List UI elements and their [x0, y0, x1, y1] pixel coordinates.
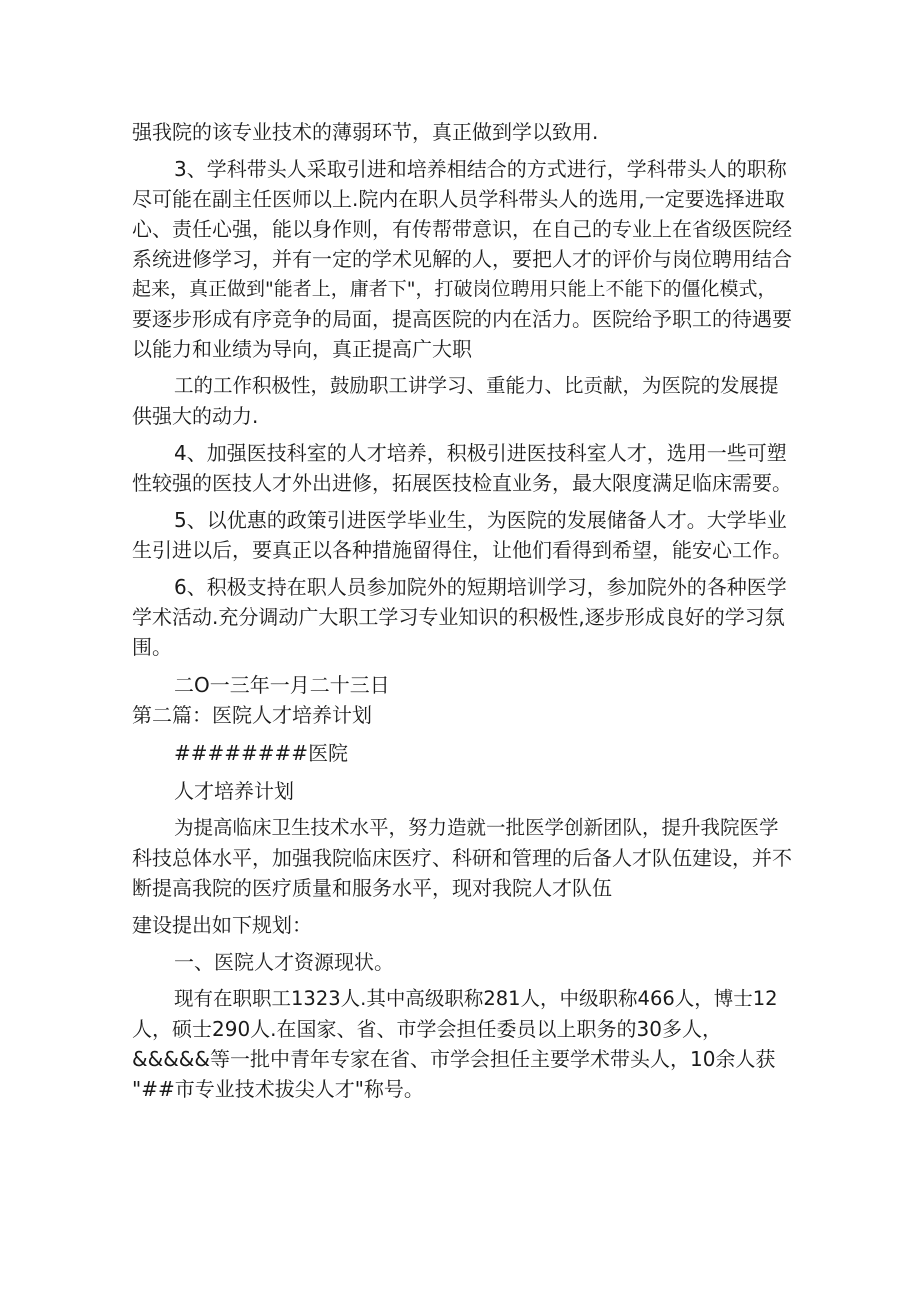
text-line [132, 438, 792, 468]
text-line [132, 535, 792, 565]
text-line [132, 371, 792, 401]
text-line [132, 244, 792, 274]
text-line [132, 602, 792, 632]
line-text: 工的工作积极性，鼓励职工讲学习、重能力、比贡献，为医院的发展提 [174, 374, 779, 397]
line-text: 一、医院人才资源现状。 [174, 950, 394, 974]
text-line [132, 632, 792, 662]
text-line [132, 572, 792, 602]
line-text: 断提高我院的医疗质量和服务水平，现对我院人才队伍 [132, 876, 612, 900]
text-line [132, 184, 792, 214]
line-text: 人才培养计划 [174, 779, 294, 803]
text-line [132, 214, 792, 244]
text-line [132, 468, 792, 498]
line-text: 3、学科带头人采取引进和培养相结合的方式进行，学科带头人的职称 [174, 157, 787, 181]
line-text: 二O一三年一月二十三日 [174, 673, 390, 697]
line-text: 尽可能在副主任医师以上.院内在职人员学科带头人的选用,一定要选择进取 [132, 187, 785, 211]
line-text: ########医院 [174, 741, 349, 765]
line-text: &&&&&等一批中青年专家在省、市学会担任主要学术带头人，10余人获 [132, 1047, 776, 1071]
line-text: 为提高临床卫生技术水平，努力造就一批医学创新团队，提升我院医学 [174, 816, 779, 839]
line-text: 围。 [132, 635, 172, 659]
text-line [132, 947, 792, 977]
line-text: 6、积极支持在职人员参加院外的短期培训学习，参加院外的各种医学 [174, 575, 787, 599]
text-line [132, 1074, 792, 1104]
text-line [132, 505, 792, 535]
line-text: 第二篇：医院人才培养计划 [132, 703, 372, 727]
section-heading [132, 700, 792, 730]
text-line [132, 910, 792, 940]
text-line [132, 334, 792, 364]
text-line [132, 843, 792, 873]
line-text: 5、以优惠的政策引进医学毕业生，为医院的发展储备人才。大学毕业 [174, 508, 787, 532]
line-text: 性较强的医技人才外出进修，拓展医技检直业务，最大限度满足临床需要。 [132, 471, 792, 495]
line-text: 4、加强医技科室的人才培养，积极引进医技科室人才，选用一些可塑 [174, 441, 787, 465]
line-text: 人，硕士290人.在国家、省、市学会担任委员以上职务的30多人， [132, 1017, 722, 1041]
line-text: "##市专业技术拔尖人才"称号。 [132, 1077, 424, 1101]
date-line [132, 670, 792, 700]
line-text: 科技总体水平，加强我院临床医疗、科研和管理的后备人才队伍建设，并不 [132, 846, 792, 870]
text-line [132, 117, 792, 147]
line-text: 心、责任心强，能以身作则，有传帮带意识，在自己的专业上在省级医院经 [132, 217, 792, 241]
line-text: 学术活动.充分调动广大职工学习专业知识的积极性,逐步形成良好的学习氛 [132, 605, 785, 629]
line-text: 现有在职职工1323人.其中高级职称281人，中级职称466人，博士12 [174, 987, 778, 1010]
line-text: 要逐步形成有序竞争的局面，提高医院的内在活力。医院给予职工的待遇要 [132, 307, 792, 331]
text-line [132, 776, 792, 806]
line-text: 以能力和业绩为导向，真正提高广大职 [132, 337, 472, 361]
text-line [132, 154, 792, 184]
line-text: 生引进以后，要真正以各种措施留得住，让他们看得到希望，能安心工作。 [132, 538, 792, 562]
line-text: 强我院的该专业技术的薄弱环节，真正做到学以致用. [132, 120, 599, 144]
line-text: 供强大的动力. [132, 404, 259, 428]
text-line [132, 873, 792, 903]
text-line [132, 401, 792, 431]
line-text: 系统进修学习，并有一定的学术见解的人，要把人才的评价与岗位聘用结合 [132, 247, 792, 271]
text-line [132, 1044, 792, 1074]
line-text: 起来，真正做到"能者上，庸者下"，打破岗位聘用只能上不能下的僵化模式， [132, 278, 777, 300]
line-text: 建设提出如下规划： [132, 913, 312, 937]
text-line [132, 304, 792, 334]
text-line [132, 1014, 792, 1044]
text-line [132, 984, 792, 1014]
text-line [132, 813, 792, 843]
text-line [132, 274, 792, 304]
document-body [132, 117, 792, 1104]
text-line [132, 738, 792, 768]
